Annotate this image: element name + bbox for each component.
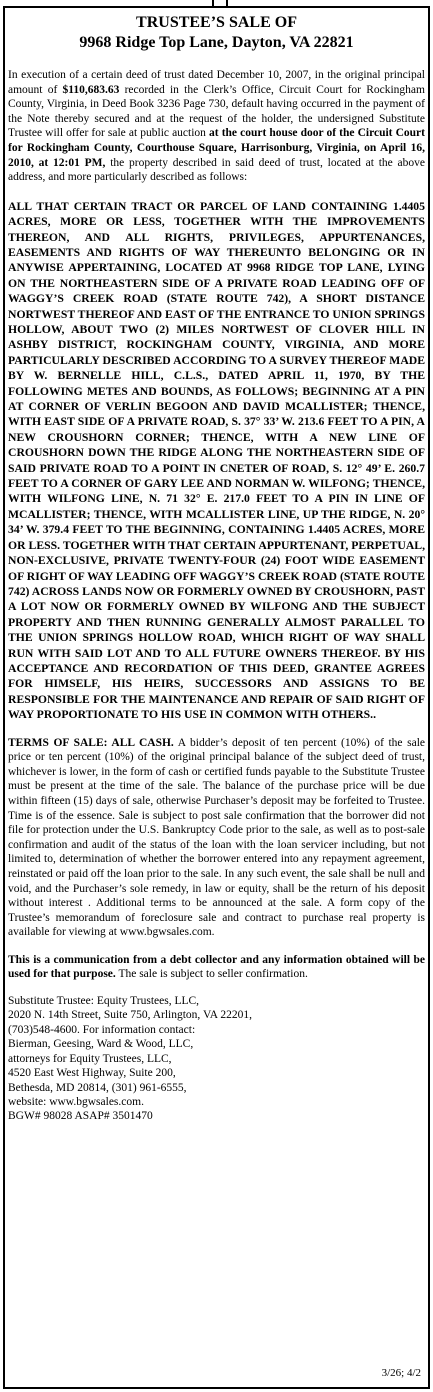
legal-description: ALL THAT CERTAIN TRACT OR PARCEL OF LAND CONTAINING 1.4405 ACRES, MORE OR LESS, TOGETHER WITH THE IMPROVEMENTS THEREON, AND ALL RIGHTS, PRIVILEGES, APPURTENANCES, EASEMENTS AND RIGHTS OF WAY THEREUNTO BELONGING OR IN ANYWISE APPERTAINING, LOCATED AT 9968 RIDGE TOP LANE, LYING ON THE NORTHEASTERN SIDE OF A PRIVATE ROAD LEADING OFF OF WAGGY’S CREEK ROAD (STATE ROUTE 742), A SHORT DISTANCE NORTWEST THEREOF AND EAST OF THE ENTRANCE TO UNION SPRINGS HOLLOW, ABOUT TWO (2) MILES NORTWEST OF CLOVER HILL IN ASHBY DISTRICT, ROCKINGHAM COUNTY, VIRGINIA, AND MORE PARTICULARLY DESCRIBED ACCORDING TO A SURVEY THEREOF MADE BY W. BERNELLE HILL, C.L.S., DATED APRIL 11, 1970, BY THE FOLLOWING METES AND BOUNDS, AS FOLLOWS; BEGINNING AT A PIN AT CORNER OF VERLIN BEGOON AND DAVID MCALLISTER; THENCE, WITH EAST SIDE OF A PRIVATE ROAD, S. 37° 33’ W. 213.6 FEET TO A PIN, A NEW CROUSHORN CORNER; THENCE, WITH A NEW LINE OF CROUSHORN DOWN THE RIDGE ALONG THE NORTHEASTERN SIDE OF SAID PRIVATE ROAD TO A POINT IN CNETER OF ROAD, S. 12° 49’ E. 260.7 FEET TO A CORNER OF GARY LEE AND NORMAN W. WILFONG; THENCE, WITH WILFONG LINE, N. 71 32° E. 217.0 FEET TO A PIN IN LINE OF MCALLISTER; THENCE, WITH MCALLISTER LINE, UP THE RIDGE, N. 20° 34’ W. 379.4 FEET TO THE BEGINNING, CONTAINING 1.4405 ACRES, MORE OR LESS. TOGETHER WITH THAT CERTAIN APPURTENANT, PERPETUAL, NON-EXCLUSIVE, PRIVATE TWENTY-FOUR (24) FOOT WIDE EASEMENT OF RIGHT OF WAY LEADING OFF WAGGY’S CREEK ROAD (STATE ROUTE 742) ACROSS LANDS NOW OR FORMERLY OWNED BY CROUSHORN, PAST A LOT NOW OR FORMERLY OWNED BY WILFONG AND THE SUBJECT PROPERTY AND THEN RUNNING GENERALLY ALMOST PARALLEL TO THE UNION SPRINGS HOLLOW ROAD, WHICH RIGHT OF WAY SHALL RUN WITH SAID LOT AND TO ALL FUTURE OWNERS THEREOF. BY HIS ACCEPTANCE AND RECORDATION OF THIS DEED, GRANTEE AGREES FOR HIMSELF, HIS HEIRS, SUCCESSORS AND ASSIGNS TO BE RESPONSIBLE FOR THE MAINTENANCE AND REPAIR OF SAID RIGHT OF WAY PROPORTIONATE TO HIS USE IN COMMON WITH OTHERS..	[8, 199, 425, 722]
contact-line: BGW# 98028 ASAP# 3501470	[8, 1110, 153, 1123]
terms-body: A bidder’s deposit of ten percent (10%) of the sale price or ten percent (10%) of the original principal balance of the subject deed of trust, whichever is lower, in the form of cash or certified funds payable to the Substitute Trustee must be present at the time of the sale. The balance of the purchase price will be due within fifteen (15) days of sale, otherwise Purchaser’s deposit may be forfeited to Trustee. Time is of the essence. Sale is subject to post sale confirmation that the borrower did not file for protection under the U.S. Bankruptcy Code prior to the sale, as well as to post-sale confirmation and audit of the status of the loan with the loan servicer including, but not limited to, determination of whether the borrower entered into any repayment agreement, reinstated or paid off the loan prior to the sale. In any such event, the sale shall be null and void, and the Purchaser’s sole remedy, in law or equity, shall be the return of his deposit without interest . Additional terms to be announced at the sale. A form copy of the Trustee’s memorandum of foreclosure sale and contract to purchase real property is available for viewing at www.bgwsales.com.	[8, 736, 425, 939]
notice-title	[8, 13, 425, 53]
debt-notice-rest: The sale is subject to seller confirmation.	[115, 968, 308, 981]
notice-content	[8, 13, 425, 1124]
contact-line: 4520 East West Highway, Suite 200,	[8, 1067, 176, 1080]
principal-amount: $110,683.63	[62, 83, 120, 96]
terms-heading: TERMS OF SALE: ALL CASH.	[8, 736, 174, 749]
contact-line: Bethesda, MD 20814, (301) 961-6555,	[8, 1081, 187, 1094]
title-line-1: TRUSTEE’S SALE OF	[136, 14, 297, 31]
debt-collector-notice	[8, 953, 425, 982]
contact-line: (703)548-4600. For information contact:	[8, 1023, 196, 1036]
title-line-2: 9968 Ridge Top Lane, Dayton, VA 22821	[79, 34, 354, 51]
contact-line: 2020 N. 14th Street, Suite 750, Arlington, VA 22201,	[8, 1009, 252, 1022]
contact-block	[8, 994, 425, 1124]
contact-line: Substitute Trustee: Equity Trustees, LLC,	[8, 995, 200, 1008]
intro-text-2: recorded in the Clerk’s Office, Circuit Court for Rockingham County, Virginia, in Deed Book 3236 Page 730, default having occurred in the payment of the Note thereby secured and at the request of the holder, the undersigned Substitute Trustee will offer for sale at public auction	[8, 83, 425, 140]
terms-paragraph	[8, 736, 425, 940]
contact-line: website: www.bgwsales.com.	[8, 1095, 144, 1108]
publication-dates: 3/26; 4/2	[381, 1367, 421, 1379]
intro-text-1: In execution of a certain deed of trust dated December 10, 2007, in the original principal amount of	[8, 69, 425, 96]
contact-line: attorneys for Equity Trustees, LLC,	[8, 1052, 172, 1065]
intro-text-3: the property described in said deed of trust, located at the above address, and more particularly described as follows:	[8, 156, 425, 184]
contact-line: Bierman, Geesing, Ward & Wood, LLC,	[8, 1038, 194, 1051]
debt-notice-bold: This is a communication from a debt collector and any information obtained will be used for that purpose.	[8, 953, 425, 981]
auction-location: at the court house door of the Circuit Court for Rockingham County, Courthouse Square, Harrisonburg, Virginia, on April 16, 2010, at 12:01 PM,	[8, 127, 425, 169]
intro-paragraph	[8, 68, 425, 185]
